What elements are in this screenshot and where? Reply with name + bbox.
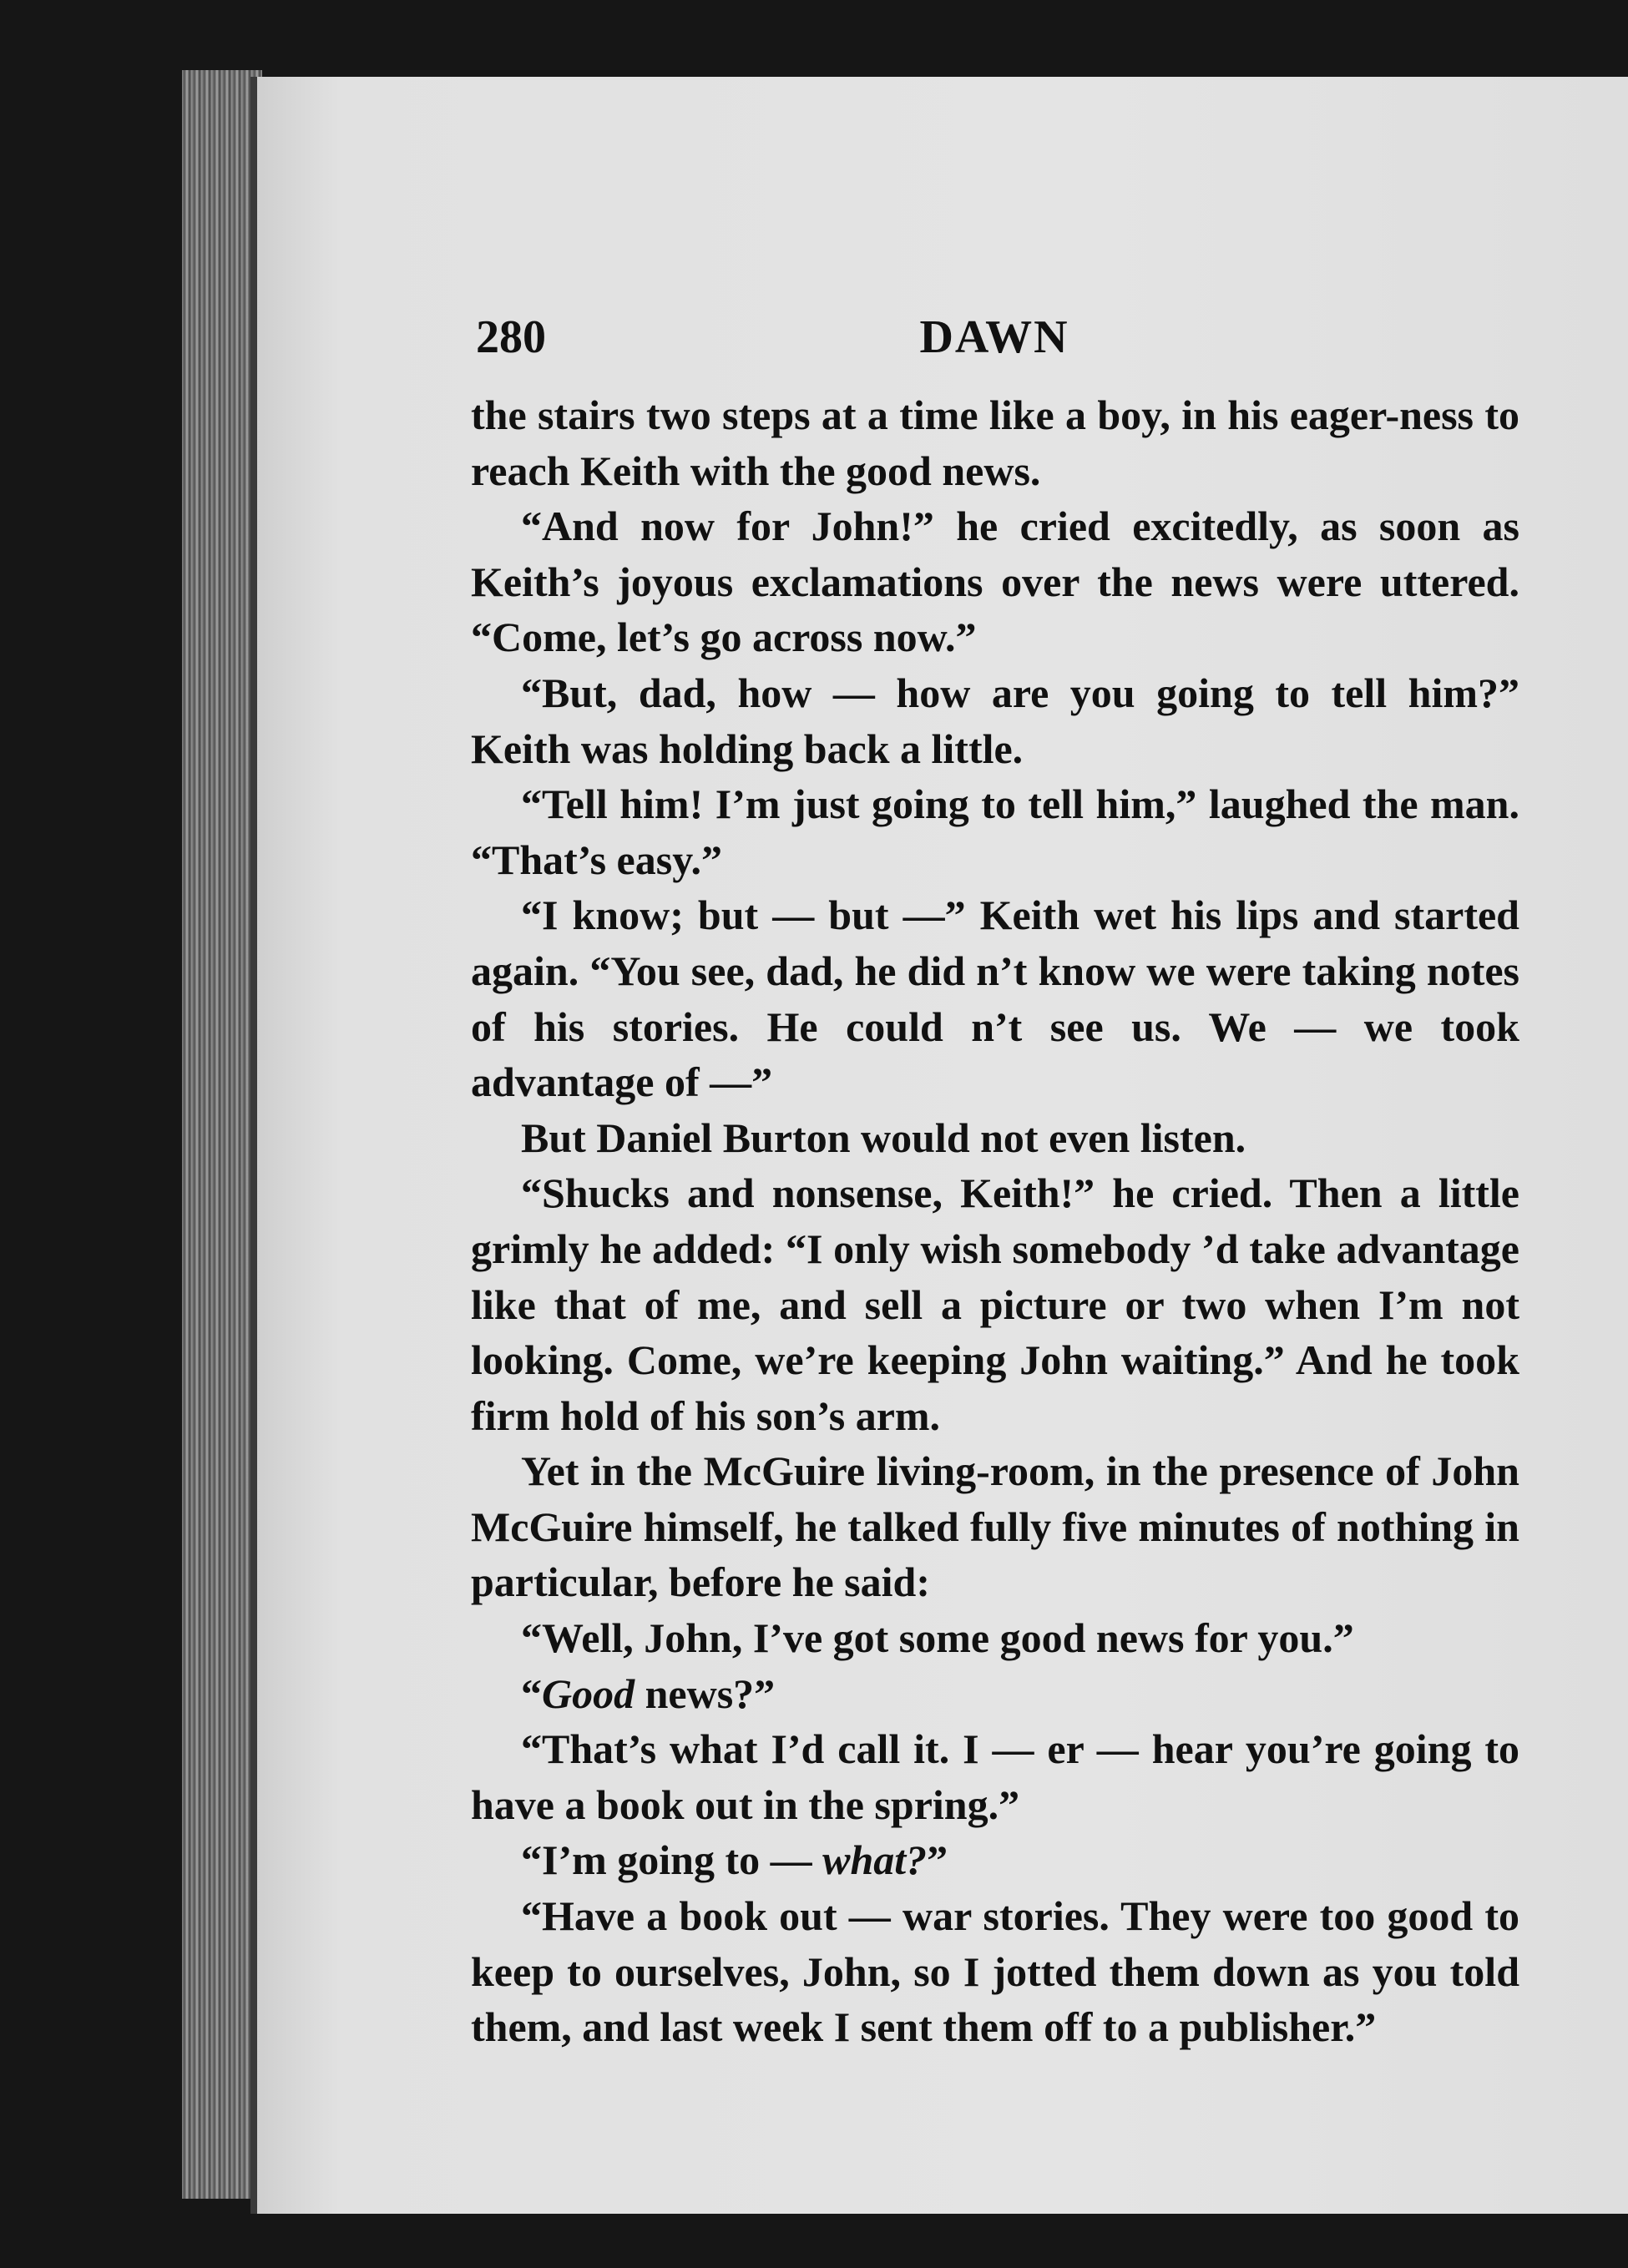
paragraph: But Daniel Burton would not even listen.: [521, 1114, 1246, 1161]
paragraph: “And now for John!” he cried excitedly, as soon as Keith’s joyous exclamations over the news were uttered. “Come, let’s go across now.”: [471, 503, 1519, 661]
paragraph: “Tell him! I’m just going to tell him,” laughed the man. “That’s easy.”: [471, 780, 1519, 883]
paragraph: “Have a book out — war stories. They were too good to keep to ourselves, John, so I jotted them down as you told them, and last week I sent them off to a publisher.”: [471, 1892, 1519, 2051]
paragraph: “I know; but — but —” Keith wet his lips and started again. “You see, dad, he did n’t know we were taking notes of his stories. He could n’t see us. We — we took advantage of —”: [471, 892, 1519, 1106]
page-header: [476, 311, 1513, 369]
paragraph: “But, dad, how — how are you going to tell him?” Keith was holding back a little.: [471, 669, 1519, 772]
paragraph: “Well, John, I’ve got some good news for you.”: [521, 1614, 1354, 1662]
italic-what: what?: [822, 1836, 928, 1884]
paragraph-good-news: [471, 1666, 1519, 1722]
page-number: 280: [476, 311, 546, 363]
running-head: DAWN: [919, 311, 1069, 363]
paragraph: Yet in the McGuire living-room, in the presence of John McGuire himself, he talked fully five minutes of nothing in particular, before he said:: [471, 1447, 1519, 1606]
body-text: [471, 387, 1519, 2055]
book-page: [250, 77, 1628, 2214]
paragraph: “Shucks and nonsense, Keith!” he cried. Then a little grimly he added: “I only wish somebody ’d take advantage like that of me, and sell a picture or two when I’m not looking. Come, we’re keeping John waiting.” And he took firm hold of his son’s arm.: [471, 1169, 1519, 1439]
paragraph: the stairs two steps at a time like a boy, in his eager-ness to reach Keith with the good news.: [471, 391, 1519, 494]
quote-rest: news?”: [635, 1669, 776, 1717]
italic-good: Good: [542, 1669, 635, 1717]
quote-start: “I’m going to —: [521, 1836, 823, 1884]
paragraph: “That’s what I’d call it. I — er — hear you’re going to have a book out in the spring.”: [471, 1725, 1519, 1828]
quote-end: ”: [927, 1836, 948, 1884]
quote-open: “: [521, 1669, 542, 1717]
paragraph-going-to-what: [471, 1832, 1519, 1888]
